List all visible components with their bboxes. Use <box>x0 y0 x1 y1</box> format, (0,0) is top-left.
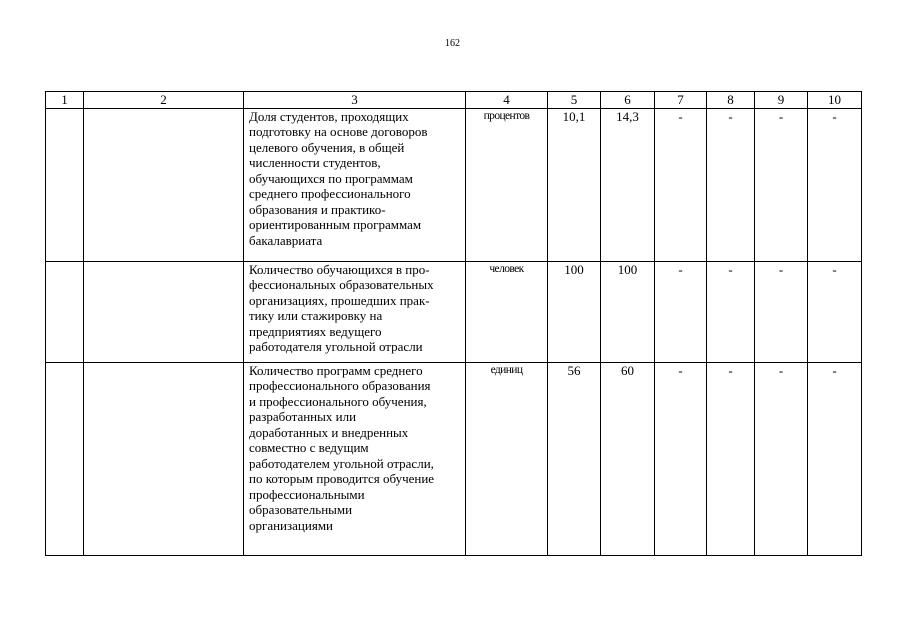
header-row <box>46 92 862 109</box>
description-line: фессиональных образовательных <box>249 277 434 292</box>
description-line: обучающихся по программам <box>249 170 413 186</box>
description-line: работодателем угольной отрасли, <box>249 455 434 471</box>
description-line: профессионального образования <box>249 378 431 393</box>
value-col10: - <box>808 362 862 555</box>
description-line: тику или стажировку на <box>249 308 383 323</box>
description-line: доработанных и внедренных <box>249 424 409 440</box>
description-line: предприятиях ведущего <box>249 323 382 339</box>
description-line: организациях, прошедших прак- <box>249 292 430 308</box>
description-line: подготовку на основе договоров <box>249 124 428 139</box>
value-col8: - <box>707 362 755 555</box>
value-col6: 14,3 <box>601 108 655 261</box>
col-header-2: 2 <box>84 92 244 109</box>
cell-col1 <box>46 108 84 261</box>
description-line: и профессионального обучения, <box>249 393 427 409</box>
value-col5: 56 <box>548 362 601 555</box>
col-header-3: 3 <box>244 92 466 109</box>
description-line: работодателя угольной отрасли <box>249 339 423 354</box>
unit-cell: человек <box>466 261 548 362</box>
value-col9: - <box>755 108 808 261</box>
col-header-4: 4 <box>466 92 548 109</box>
page-number: 162 <box>445 38 460 49</box>
value-col8: - <box>707 261 755 362</box>
cell-col2 <box>84 108 244 261</box>
indicator-description <box>244 108 466 261</box>
value-col7: - <box>655 108 707 261</box>
table-row <box>46 108 862 261</box>
value-col5: 10,1 <box>548 108 601 261</box>
value-col7: - <box>655 362 707 555</box>
col-header-1: 1 <box>46 92 84 109</box>
description-line: Количество обучающихся в про- <box>249 261 430 277</box>
indicator-description <box>244 261 466 362</box>
col-header-6: 6 <box>601 92 655 109</box>
cell-col2 <box>84 362 244 555</box>
cell-col1 <box>46 362 84 555</box>
col-header-10: 10 <box>808 92 862 109</box>
value-col9: - <box>755 362 808 555</box>
description-line: Доля студентов, проходящих <box>249 108 409 124</box>
table-row <box>46 362 862 555</box>
description-line: образования и практико- <box>249 201 386 217</box>
description-line: целевого обучения, в общей <box>249 139 405 155</box>
indicators-table <box>45 91 862 556</box>
unit-cell: единиц <box>466 362 548 555</box>
description-line: Количество программ среднего <box>249 362 423 378</box>
description-line: по которым проводится обучение <box>249 471 435 486</box>
description-line: совместно с ведущим <box>249 440 369 455</box>
description-line: численности студентов, <box>249 155 381 170</box>
value-col6: 100 <box>601 261 655 362</box>
description-line: организациями <box>249 517 333 533</box>
value-col10: - <box>808 108 862 261</box>
value-col9: - <box>755 261 808 362</box>
col-header-8: 8 <box>707 92 755 109</box>
table-row <box>46 261 862 362</box>
value-col7: - <box>655 261 707 362</box>
value-col6: 60 <box>601 362 655 555</box>
cell-col2 <box>84 261 244 362</box>
cell-col1 <box>46 261 84 362</box>
value-col8: - <box>707 108 755 261</box>
value-col5: 100 <box>548 261 601 362</box>
description-line: ориентированным программам <box>249 217 422 232</box>
unit-cell: процентов <box>466 108 548 261</box>
indicator-description <box>244 362 466 555</box>
col-header-9: 9 <box>755 92 808 109</box>
value-col10: - <box>808 261 862 362</box>
description-line: бакалавриата <box>249 232 323 248</box>
col-header-5: 5 <box>548 92 601 109</box>
description-line: профессиональными <box>249 486 365 502</box>
description-line: среднего профессионального <box>249 186 411 201</box>
description-line: разработанных или <box>249 409 357 424</box>
description-line: образовательными <box>249 502 353 517</box>
col-header-7: 7 <box>655 92 707 109</box>
